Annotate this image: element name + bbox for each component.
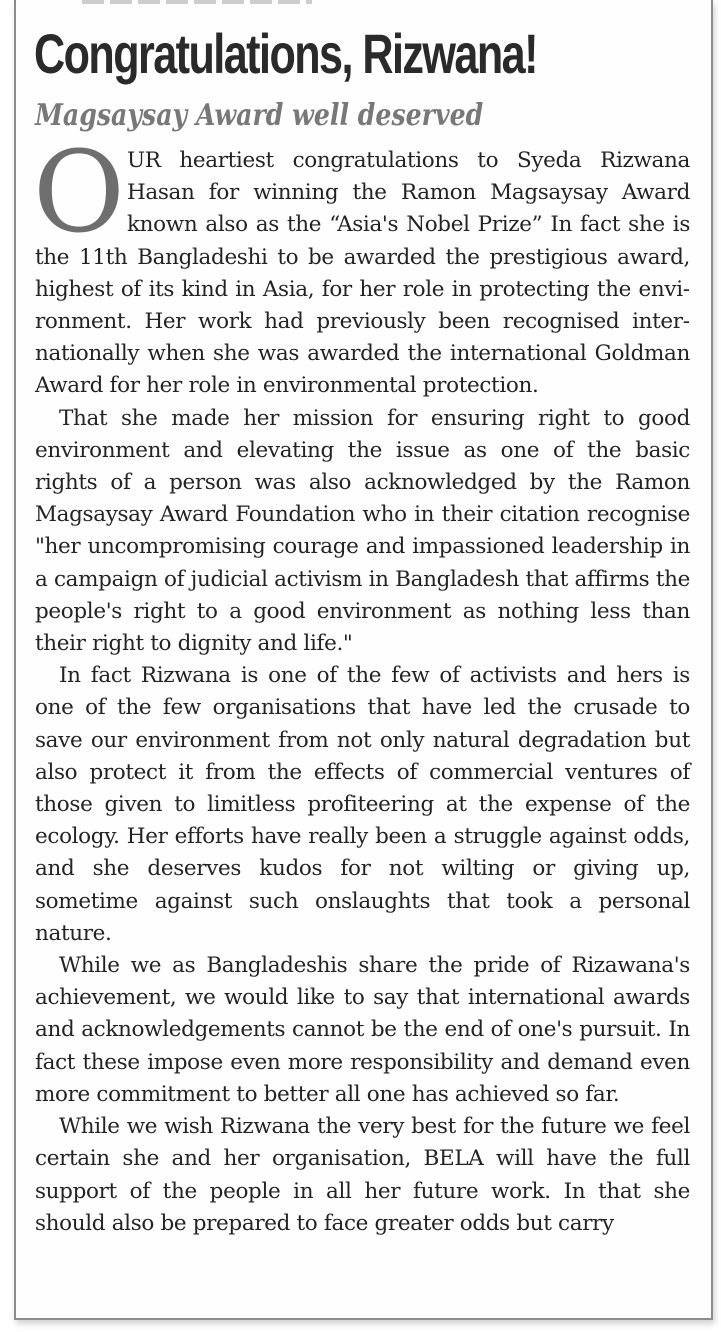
paragraph-1-text: UR heartiest congratulations to Syeda Rizwana Hasan for winning the Ramon Magsaysay Award known also as the “Asia's Nobel Prize” In fact she is the 11th Bangladeshi to be awarded the prestigious award, highest of its kind in Asia, for her role in protecting the environment. Her work had previously been recognised internationally when she was awarded the international Goldman Award for her role in environmental protection.: [35, 148, 690, 399]
newspaper-clipping: [14, 0, 713, 1320]
drop-cap: O: [33, 128, 125, 258]
article-body: [33, 128, 690, 1240]
previous-article-fragment: [82, 0, 312, 4]
paragraph-1: [33, 128, 690, 403]
paragraph-2: That she made her mission for ensuring right to good environment and elevating the issue as one of the basic rights of a person was also acknowledged by the Ramon Magsaysay Award Foundation who in their citation recognise "her uncompromising courage and impassioned leadership in a campaign of judicial activism in Bangladesh that affirms the people's right to a good environment as nothing less than their right to dignity and life.": [35, 405, 690, 657]
paragraph-3: In fact Rizwana is one of the few of activists and hers is one of the few organisations that have led the crusade to save our environment from not only natural degradation but also protect it from the effects of commercial ventures of those given to limitless profiteering at the expense of the ecology. Her efforts have really been a struggle against odds, and she deserves kudos for not wilting or giving up, sometime against such onslaughts that took a personal nature.: [35, 663, 690, 946]
paragraph-4: While we as Bangladeshis share the pride of Rizawana's achievement, we would like to say that international awards and acknowledgements cannot be the end of one's pursuit. In fact these impose even more responsibility and demand even more commitment to better all one has achieved so far.: [35, 953, 690, 1107]
headline: Congratulations, Rizwana!: [34, 22, 537, 85]
subheadline: Magsaysay Award well deserved: [35, 98, 484, 133]
paragraph-5: While we wish Rizwana the very best for the future we feel certain she and her organisation, BELA will have the full support of the people in all her future work. In that she should also be prepared to face greater odds but carry: [35, 1114, 690, 1236]
